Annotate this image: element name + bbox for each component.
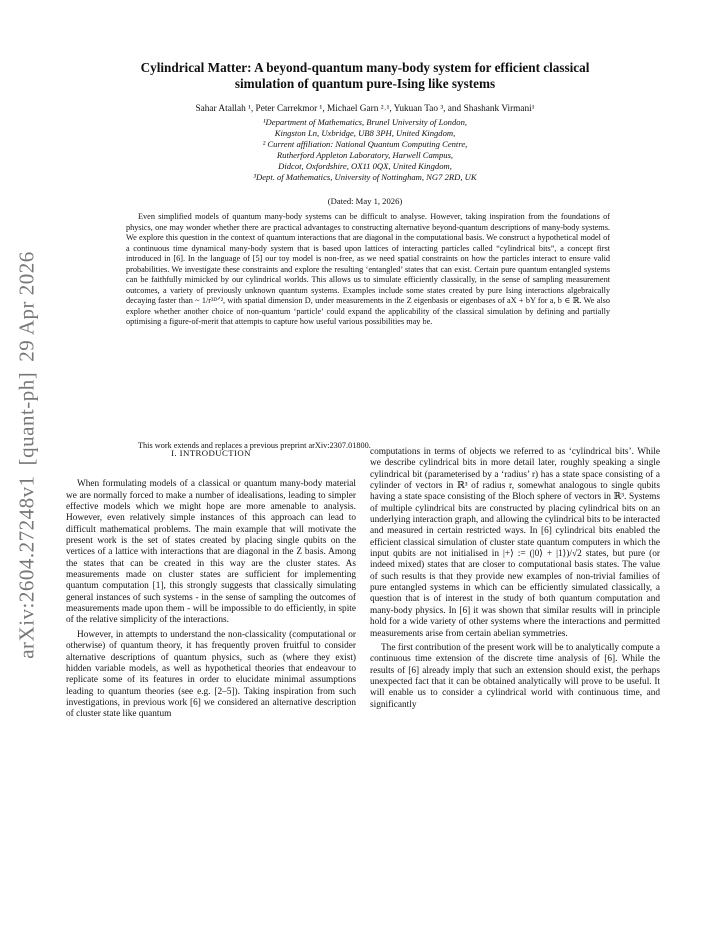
body-paragraph: When formulating models of a classical or quantum many-body material we are normally forced to make a number of idealisations, leading to simpler effective models which we might hope are more amenable to analysis. However, even relatively simple instances of this approach can lead to difficult mathematical problems. The main example that will motivate the present work is the set of states created by placing single qubits on the vertices of a lattice with interactions that are diagonal in the Z basis. Among the states that can be created in this way are the cluster states. As measurements made on cluster states are sufficient for implementing quantum computation [1], this strongly suggests that classically simulating general instances of such systems - in the sense of sampling the outcomes of measurements made upon them - will be impossible to do efficiently, in spite of the relative simplicity of the interactions.: [66, 479, 356, 626]
title-line-1: Cylindrical Matter: A beyond-quantum many-body system for efficient classical: [140, 60, 590, 75]
body-paragraph: However, in attempts to understand the non-classicality (computational or otherwise) of quantum theory, it has frequently proven fruitful to consider alternative descriptions of quantum physics, such as (where they exist) hidden variable models, as well as hypothetical theories that endeavour to replicate some of its features in order to elucidate minimal assumptions leading to quantum theories (see e.g. [2–5]). Taking inspiration from such investigations, in previous work [6] we considered an alternative description of cluster state like quantum: [66, 629, 356, 720]
affiliation-line: Didcot, Oxfordshire, OX11 0QX, United Kingdom,: [278, 161, 452, 171]
arxiv-sidebar-stamp: [4, 240, 50, 660]
replaces-note: This work extends and replaces a previous preprint arXiv:2307.01800.: [138, 441, 371, 450]
abstract: [126, 212, 610, 328]
left-column: [66, 440, 356, 724]
section-heading: I. INTRODUCTION: [171, 448, 251, 458]
affiliation-line: ¹Department of Mathematics, Brunel University of London,: [262, 117, 468, 127]
arxiv-id: arXiv:2604.27248v1: [14, 475, 39, 659]
affiliations: [120, 117, 610, 183]
author-list: Sahar Atallah ¹, Peter Carrekmor ¹, Michael Garn ²˒¹, Yukuan Tao ³, and Shashank Virmani¹: [195, 104, 535, 114]
body-paragraph: The first contribution of the present work will be to analytically compute a continuous time extension of the discrete time analysis of [6]. While the results of [6] already imply that such an extension should exist, the perhaps unexpected fact that it can be obtained analytically will prove to be useful. It will enable us to consider a cylindrical world with continuous time, and significantly: [370, 642, 660, 710]
arxiv-stamp-text: [15, 241, 40, 659]
affiliation-line: Kingston Ln, Uxbridge, UB8 3PH, United Kingdom,: [274, 128, 456, 138]
arxiv-category: [quant-ph]: [14, 371, 39, 466]
title-line-2: simulation of quantum pure-Ising like systems: [234, 76, 496, 91]
arxiv-date: 29 Apr 2026: [14, 251, 39, 362]
paper-title: [80, 60, 650, 92]
affiliation-line: Rutherford Appleton Laboratory, Harwell Campus,: [276, 150, 454, 160]
right-column: [370, 447, 660, 714]
date-line: (Dated: May 1, 2026): [327, 196, 403, 206]
affiliation-line: ² Current affiliation: National Quantum Computing Centre,: [262, 139, 468, 149]
body-paragraph: computations in terms of objects we referred to as ‘cylindrical bits’. While we describe cylindrical bits in more detail later, roughly speaking a single cylindrical bit (parameterised by a ‘radius’ r) has a state space consisting of a cylinder of vectors in ℝ³ of radius r, somewhat analogous to single qubits having a state space consisting of the Bloch sphere of vectors in ℝ³. Systems of multiple cylindrical bits are constructed by placing cylindrical bits on an underlying interaction graph, and allowing the cylindrical bits to be interacted and measured in certain restricted ways. In [6] cylindrical bits enabled the efficient classical simulation of cluster state quantum computers in which the input qubits are not initialised in |+⟩ := (|0⟩ + |1⟩)/√2 states, but pure (or indeed mixed) states that are closer to computational basis states. The value of such results is that they provide new examples of non-trivial families of pure entangled systems in which can be efficiently simulated classically, a question that is of interest in the study of both quantum computation and many-body physics. In [6] it was shown that similar results will in principle hold for a wide variety of other systems where the interactions and permitted measurements arise from certain abelian symmetries.: [370, 447, 660, 639]
abstract-text: Even simplified models of quantum many-body systems can be difficult to analyse. However, taking inspiration from the foundations of physics, one may wonder whether there are practical advantages to constructing alternative beyond-quantum descriptions of many-body systems. We explore this question in the context of quantum interactions that are diagonal in the computational basis. We construct a hypothetical model of a continuous time dynamical many-body system that is based upon lattices of interacting particles called “cylindrical bits”, a concept first introduced in [6]. In the language of [5] our toy model is non-free, as we need spatial constraints on how the particles interact to ensure valid probabilities. We investigate these constraints and explore the resulting ‘entangled’ states that can exist. Certain pure quantum entangled systems can be faithfully mimicked by our cylindrical worlds. This allows us to simulate efficiently classically, in the sense of sampling measurement outcomes, a variety of previously unknown quantum systems. Examples include some states created by pure Ising interactions algebraically decaying faster than ~ 1/r³ᴰᐟ², with spatial dimension D, under measurements in the Z eigenbasis or eigenbases of aX + bY for a, b ∈ ℝ. We also explore whether another choice of non-quantum ‘particle’ could expand the applicability of the classical simulation by defining and partially optimising a figure-of-merit that attempts to capture how useful various possibilities may be.: [126, 212, 610, 326]
affiliation-line: ³Dept. of Mathematics, University of Nottingham, NG7 2RD, UK: [253, 172, 477, 182]
